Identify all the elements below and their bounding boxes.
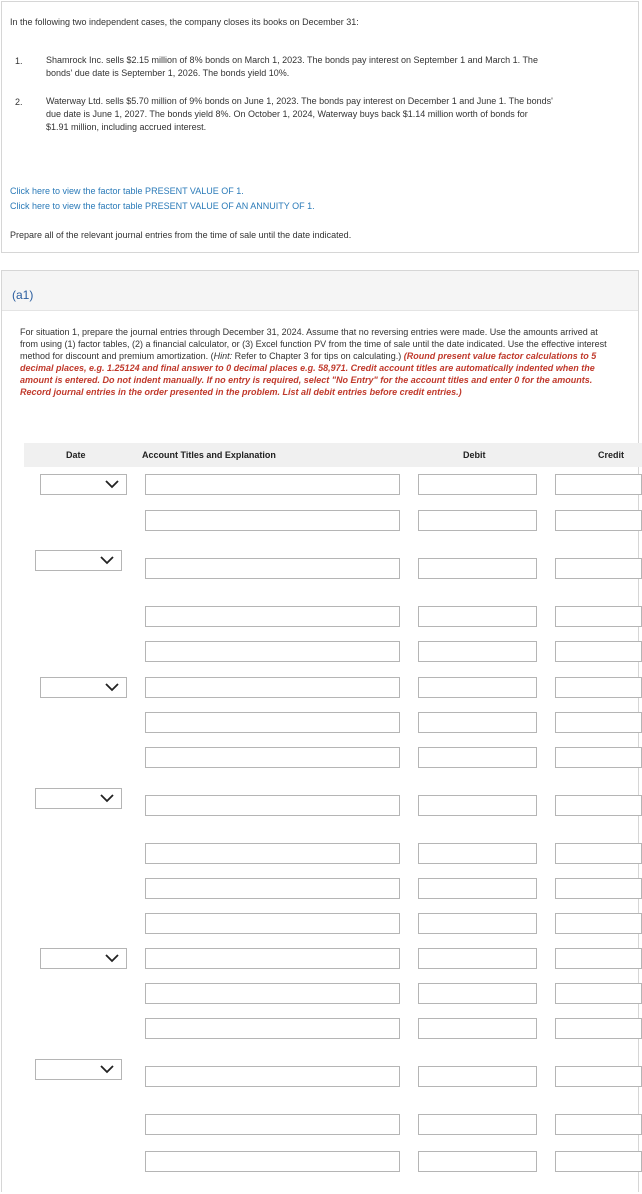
item-number: 2. <box>15 97 23 107</box>
debit-input[interactable] <box>418 510 537 531</box>
account-title-input[interactable] <box>145 712 400 733</box>
account-title-input[interactable] <box>145 1066 400 1087</box>
chevron-down-icon <box>100 1064 114 1074</box>
account-title-input[interactable] <box>145 1151 400 1172</box>
debit-input[interactable] <box>418 843 537 864</box>
instructions-text: For situation 1, prepare the journal entries through December 31, 2024. Assume that no reversing entries were made. Use the amounts arrived at from using (1) factor tables, (2) a financial calculator, or (3) Excel function PV from the time of sale until the date indicated. Use the effective interest method for discount and premium amortization. (Hint: Refer to Chapter 3 for tips on calculating.) (Round present value factor calculations to 5 decimal places, e.g. 1.25124 and final answer to 0 decimal places e.g. 58,971. Credit account titles are automatically indented when the amount is entered. Do not indent manually. If no entry is required, select "No Entry" for the account titles and enter 0 for the amounts. Record journal entries in the order presented in the problem. List all debit entries before credit entries.) <box>20 327 607 398</box>
account-title-input[interactable] <box>145 558 400 579</box>
item-number: 1. <box>15 56 23 66</box>
account-title-input[interactable] <box>145 677 400 698</box>
date-select[interactable] <box>35 1059 122 1080</box>
credit-input[interactable] <box>555 795 642 816</box>
account-title-input[interactable] <box>145 474 400 495</box>
credit-input[interactable] <box>555 983 642 1004</box>
account-column-header: Account Titles and Explanation <box>142 450 276 460</box>
debit-input[interactable] <box>418 474 537 495</box>
debit-input[interactable] <box>418 1151 537 1172</box>
debit-input[interactable] <box>418 606 537 627</box>
date-select[interactable] <box>40 474 127 495</box>
debit-input[interactable] <box>418 677 537 698</box>
credit-input[interactable] <box>555 641 642 662</box>
account-title-input[interactable] <box>145 510 400 531</box>
credit-input[interactable] <box>555 878 642 899</box>
credit-input[interactable] <box>555 843 642 864</box>
case-1-text: Shamrock Inc. sells $2.15 million of 8% bonds on March 1, 2023. The bonds pay interest on September 1 and March 1. The bonds' due date is September 1, 2026. The bonds yield 10%. <box>46 55 538 78</box>
account-title-input[interactable] <box>145 641 400 662</box>
account-title-input[interactable] <box>145 1114 400 1135</box>
debit-input[interactable] <box>418 558 537 579</box>
account-title-input[interactable] <box>145 1018 400 1039</box>
debit-column-header: Debit <box>463 450 486 460</box>
account-title-input[interactable] <box>145 913 400 934</box>
debit-input[interactable] <box>418 1114 537 1135</box>
debit-input[interactable] <box>418 712 537 733</box>
account-title-input[interactable] <box>145 795 400 816</box>
credit-input[interactable] <box>555 948 642 969</box>
debit-input[interactable] <box>418 1066 537 1087</box>
debit-input[interactable] <box>418 913 537 934</box>
date-select[interactable] <box>35 550 122 571</box>
credit-input[interactable] <box>555 747 642 768</box>
credit-input[interactable] <box>555 1114 642 1135</box>
debit-input[interactable] <box>418 948 537 969</box>
debit-input[interactable] <box>418 983 537 1004</box>
debit-input[interactable] <box>418 878 537 899</box>
chevron-down-icon <box>105 479 119 489</box>
chevron-down-icon <box>100 555 114 565</box>
chevron-down-icon <box>105 953 119 963</box>
account-title-input[interactable] <box>145 948 400 969</box>
credit-input[interactable] <box>555 1066 642 1087</box>
account-title-input[interactable] <box>145 843 400 864</box>
debit-input[interactable] <box>418 641 537 662</box>
question-card-header <box>2 271 638 311</box>
case-2-text: Waterway Ltd. sells $5.70 million of 9% bonds on June 1, 2023. The bonds pay interest on December 1 and June 1. The bonds' due date is June 1, 2027. The bonds yield 8%. On October 1, 2024, Waterway buys back $1.14 million worth of bonds for $1.91 million, including accrued interest. <box>46 96 553 132</box>
section-label: (a1) <box>12 288 34 302</box>
account-title-input[interactable] <box>145 983 400 1004</box>
chevron-down-icon <box>105 682 119 692</box>
debit-input[interactable] <box>418 747 537 768</box>
account-title-input[interactable] <box>145 606 400 627</box>
date-select[interactable] <box>40 677 127 698</box>
debit-input[interactable] <box>418 1018 537 1039</box>
credit-input[interactable] <box>555 558 642 579</box>
pva1-factor-table-link[interactable]: Click here to view the factor table PRESENT VALUE OF AN ANNUITY OF 1. <box>10 201 315 211</box>
credit-input[interactable] <box>555 510 642 531</box>
date-column-header: Date <box>66 450 86 460</box>
account-title-input[interactable] <box>145 747 400 768</box>
journal-table-header <box>24 443 642 467</box>
prepare-instruction: Prepare all of the relevant journal entries from the time of sale until the date indicated. <box>10 230 352 240</box>
debit-input[interactable] <box>418 795 537 816</box>
chevron-down-icon <box>100 793 114 803</box>
credit-column-header: Credit <box>598 450 625 460</box>
credit-input[interactable] <box>555 913 642 934</box>
credit-input[interactable] <box>555 677 642 698</box>
account-title-input[interactable] <box>145 878 400 899</box>
credit-input[interactable] <box>555 712 642 733</box>
date-select[interactable] <box>40 948 127 969</box>
credit-input[interactable] <box>555 1018 642 1039</box>
intro-text: In the following two independent cases, the company closes its books on December 31: <box>10 17 359 27</box>
credit-input[interactable] <box>555 1151 642 1172</box>
date-select[interactable] <box>35 788 122 809</box>
credit-input[interactable] <box>555 606 642 627</box>
credit-input[interactable] <box>555 474 642 495</box>
pv1-factor-table-link[interactable]: Click here to view the factor table PRESENT VALUE OF 1. <box>10 186 244 196</box>
